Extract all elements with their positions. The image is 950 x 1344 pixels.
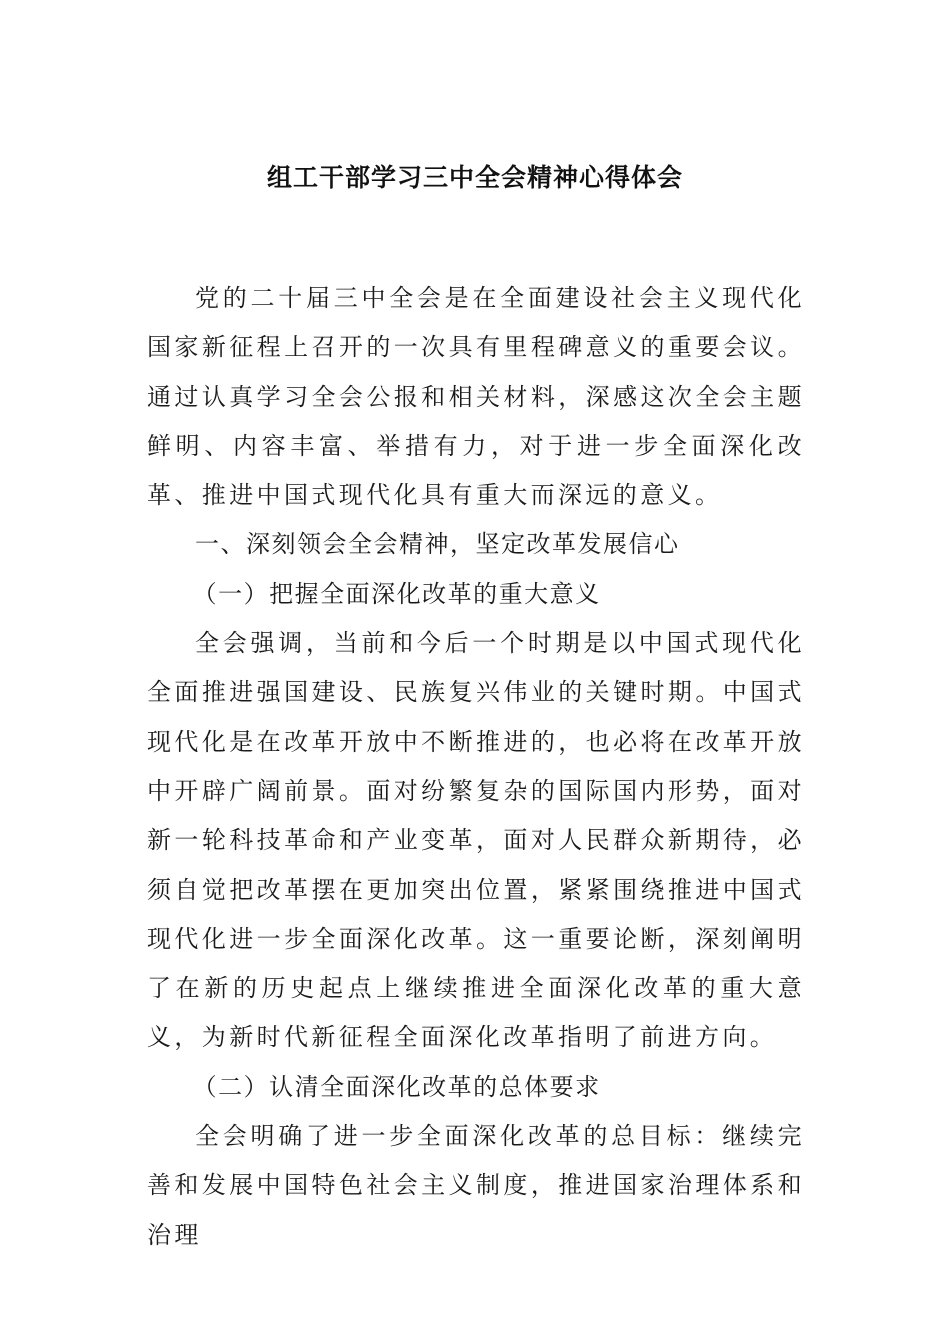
intro-paragraph: 党的二十届三中全会是在全面建设社会主义现代化国家新征程上召开的一次具有里程碑意义的重要会议。通过认真学习全会公报和相关材料，深感这次全会主题鲜明、内容丰富、举措有力，对于进一步全面深化改革、推进中国式现代化具有重大而深远的意义。 bbox=[147, 284, 805, 510]
subsection-heading-1: （一）把握全面深化改革的重大意义 bbox=[192, 579, 601, 608]
document-title: 组工干部学习三中全会精神心得体会 bbox=[266, 163, 683, 192]
subsection-paragraph-2: 全会明确了进一步全面深化改革的总目标：继续完善和发展中国特色社会主义制度，推进国家治理体系和治理 bbox=[147, 1122, 805, 1249]
subsection-paragraph-1: 全会强调，当前和今后一个时期是以中国式现代化全面推进强国建设、民族复兴伟业的关键时期。中国式现代化是在改革开放中不断推进的，也必将在改革开放中开辟广阔前景。面对纷繁复杂的国际国内形势，面对新一轮科技革命和产业变革，面对人民群众新期待，必须自觉把改革摆在更加突出位置，紧紧围绕推进中国式现代化进一步全面深化改革。这一重要论断，深刻阐明了在新的历史起点上继续推进全面深化改革的重大意义，为新时代新征程全面深化改革指明了前进方向。 bbox=[147, 629, 805, 1052]
document-body bbox=[147, 274, 805, 1260]
subsection-heading-2: （二）认清全面深化改革的总体要求 bbox=[192, 1072, 601, 1101]
section-heading-1: 一、深刻领会全会精神，坚定改革发展信心 bbox=[195, 530, 680, 559]
